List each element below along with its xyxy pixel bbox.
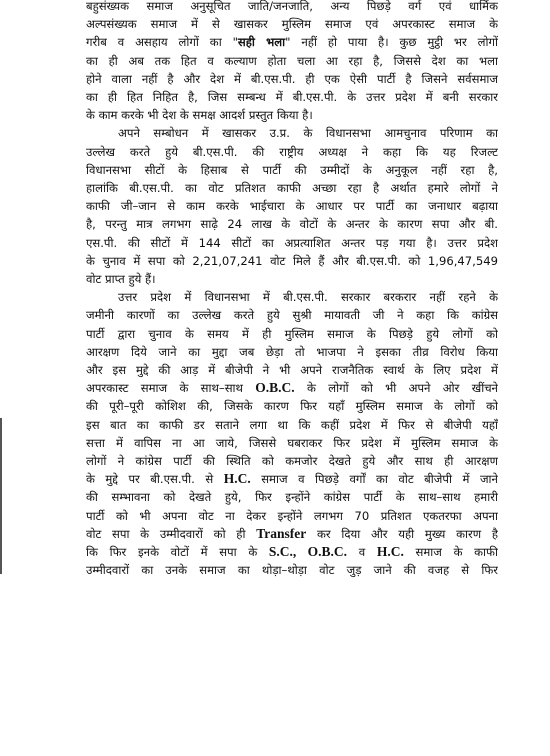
text-line: का ही अब तक हित व कल्याण होता चला आ रहा है, जिससे देश का भला (86, 53, 498, 68)
text-line (86, 379, 498, 397)
emphasis-text: H.C. (223, 471, 251, 487)
text-line: के चुनाव में सपा को 2,21,07,241 वोट मिले हैं और बी.एस.पी. को 1,96,47,549 (86, 253, 498, 268)
emphasis-text: O.B.C. (255, 380, 295, 396)
text-line: विधानसभा सीटों के हिसाब से पार्टी की उम्मीदों के अनुकूल नहीं रहा है, (86, 162, 498, 177)
paragraph-2 (86, 124, 498, 288)
text-line: उम्मीदवारों का उनके समाज का थोड़ा–थोड़ा वोट जुड़ जाने की वजह से फिर (86, 563, 498, 578)
text-line: के काम करके भी देश के समक्ष आदर्श प्रस्तुत किया है। (86, 108, 313, 123)
text-line: पार्टी द्वारा चुनाव के समय में ही मुस्लिम समाज के पिछड़े हुये लोगों को (86, 326, 498, 341)
text-segment: व (347, 545, 377, 560)
text-line (86, 470, 498, 488)
text-segment: के लोगों को भी अपने ओर खींचने (294, 381, 498, 396)
text-segment: गरीब व असहाय लोगों का (86, 35, 233, 50)
text-segment: के मुद्दे पर बी.एस.पी. से (86, 472, 224, 487)
scan-edge-mark (0, 418, 2, 574)
text-line (86, 543, 498, 561)
text-line: अपने सम्बोधन में खासकर उ.प्र. के विधानसभा आमचुनाव परिणाम का (118, 126, 498, 141)
text-line: उल्लेख करते हुये बी.एस.पी. की राष्ट्रीय अध्यक्ष ने कहा कि यह रिजल्ट (86, 144, 498, 159)
text-line (86, 525, 498, 543)
text-line: वोट प्राप्त हुये हैं। (86, 272, 156, 287)
emphasis-text: S.C., O.B.C. (268, 544, 348, 560)
text-segment: वोट सपा के उम्मीदवारों को ही (86, 526, 257, 541)
text-segment: समाज के काफी (403, 545, 498, 560)
text-line: आरक्षण दिये जाने का मुद्दा जब छेड़ा तो भाजपा ने इसका तीव्र विरोध किया (86, 344, 498, 359)
paragraph-3 (86, 288, 498, 579)
text-line: गरीब व असहाय लोगों का "सही भला" नहीं हो पाया है। कुछ मुट्ठी भर लोगों (86, 35, 498, 50)
emphasis-text: सही भला (237, 35, 286, 50)
text-line: बहुसंख्यक समाज अनुसूचित जाति/जनजाति, अन्य पिछड़े वर्ग एवं धार्मिक (86, 0, 498, 13)
text-line: उत्तर प्रदेश में विधानसभा में बी.एस.पी. सरकार बरकरार नहीं रहने के (118, 290, 498, 305)
text-line: की सम्भावना को देखते हुये, फिर इन्होंने कांग्रेस पार्टी के साथ–साथ हमारी (86, 490, 498, 505)
text-line: अल्पसंख्यक समाज में से खासकर मुस्लिम समाज एवं अपरकास्ट समाज के (86, 17, 498, 32)
document-body (86, 0, 498, 580)
text-line: जमीनी कारणों का उल्लेख करते हुये सुश्री मायावती जी ने कहा कि कांग्रेस (86, 308, 498, 323)
text-line: की पूरी–पूरी कोशिश की, जिसके कारण फिर यहाँ मुस्लिम समाज के लोगों को (86, 399, 498, 414)
text-line: का ही हित निहित है, जिस सम्बन्ध में बी.एस.पी. के उत्तर प्रदेश में बनी सरकार (86, 90, 498, 105)
text-segment: " नहीं हो पाया है। कुछ मुट्ठी भर लोगों (285, 35, 498, 50)
text-segment: कर दिया और यही मुख्य कारण है (306, 526, 498, 541)
emphasis-text: Transfer (256, 525, 307, 541)
text-segment: अपरकास्ट समाज के साथ–साथ (86, 381, 256, 396)
text-line: और इस मुद्दे की आड़ में बीजेपी ने भी अपने राजनैतिक स्वार्थ के लिए प्रदेश में (86, 363, 498, 378)
emphasis-text: H.C. (376, 544, 404, 560)
text-line: एस.पी. की सीटों में 144 सीटों का अप्रत्याशित अन्तर पड़ गया है। उत्तर प्रदेश (86, 235, 498, 250)
text-line: इस बात का काफी डर सताने लगा था कि कहीं प्रदेश में फिर से बीजेपी यहाँ (86, 417, 498, 432)
paragraph-1 (86, 0, 498, 124)
text-line: सत्ता में वापिस ना आ जाये, जिससे घबराकर फिर प्रदेश में मुस्लिम समाज के (86, 435, 498, 450)
text-line: लोगों ने कांग्रेस पार्टी की स्थिति को कमजोर देखते हुये और साथ ही आरक्षण (86, 454, 498, 469)
text-line: काफी जी–जान से काम करके भाईचारा के आधार पर पार्टी का जनाधार बढ़ाया (86, 199, 498, 214)
text-line: होने वाला नहीं है और देश में बी.एस.पी. ही एक ऐसी पार्टी है जिसने सर्वसमाज (86, 71, 498, 86)
text-segment: समाज व पिछड़े वर्गों का वोट बीजेपी में जाने (250, 472, 498, 487)
text-segment: कि फिर इनके वोटों में सपा के (86, 545, 269, 560)
text-line: हालांकि बी.एस.पी. का वोट प्रतिशत काफी अच्छा रहा है अर्थात हमारे लोगों ने (86, 181, 498, 196)
text-line: है, परन्तु मात्र लगभग साढ़े 24 लाख के वोटों के अन्तर के कारण सपा और बी. (86, 217, 498, 232)
text-line: पार्टी को भी अपना वोट ना देकर इन्होंने लगभग 70 प्रतिशत एकतरफा अपना (86, 508, 498, 523)
